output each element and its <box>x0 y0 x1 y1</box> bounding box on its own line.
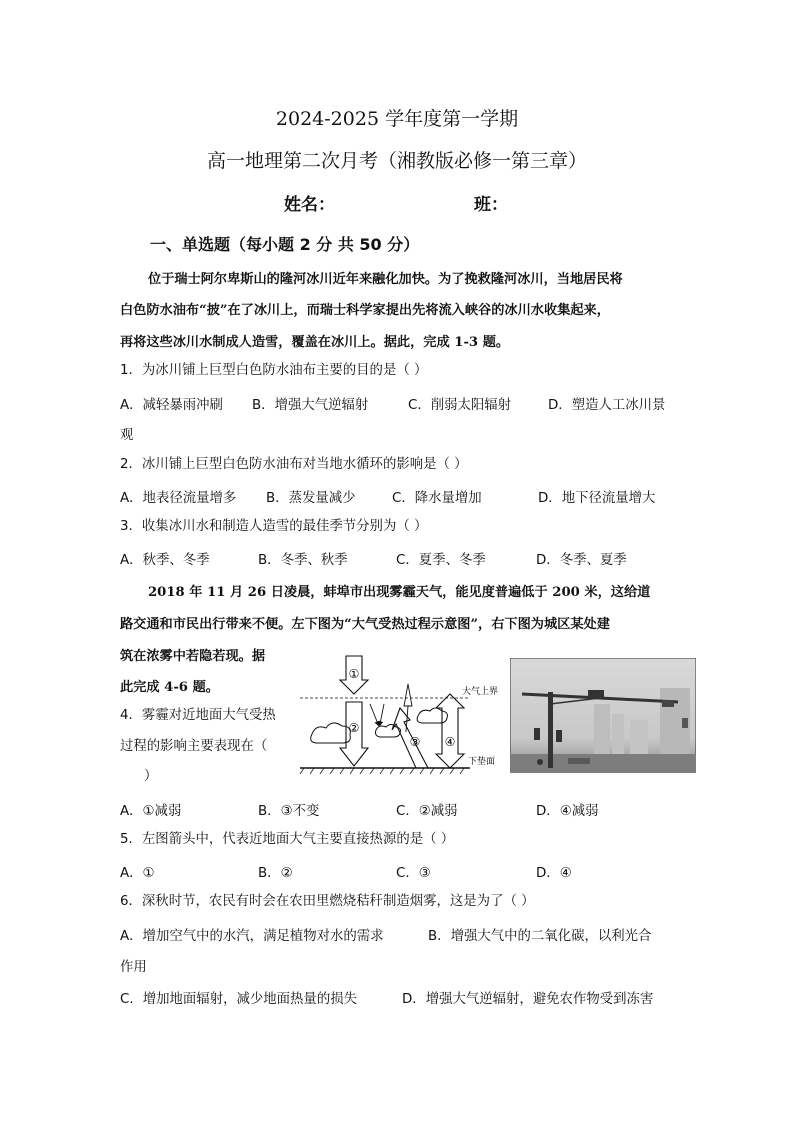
q1-option-d[interactable]: D．塑造人工冰川景 <box>548 398 666 413</box>
passage2-line: 路交通和市民出行带来不便。左下图为“大气受热过程示意图”，右下图为城区某处建 <box>120 617 610 632</box>
q4-option-c[interactable]: C．②减弱 <box>396 804 458 819</box>
student-info-row <box>0 190 794 216</box>
passage1-line: 白色防水油布“披”在了冰川上，而瑞士科学家提出先将流入峡谷的冰川水收集起来， <box>120 303 610 318</box>
passage2-line: 2018 年 11 月 26 日凌晨，蚌埠市出现雾霾天气，能见度普遍低于 200 米，这给道 <box>148 585 651 600</box>
q5-option-b[interactable]: B．② <box>258 866 293 881</box>
q5-option-a[interactable]: A．① <box>120 866 155 881</box>
q2-option-d[interactable]: D．地下径流量增大 <box>538 491 656 506</box>
ground-surface-label: 下垫面 <box>468 757 496 767</box>
question-6-stem: 6．深秋时节，农民有时会在农田里燃烧秸秆制造烟雾，这是为了（ ） <box>120 894 535 909</box>
passage1-line: 位于瑞士阿尔卑斯山的隆河冰川近年来融化加快。为了挽救隆河冰川，当地居民将 <box>148 272 623 287</box>
arrow4-label: ④ <box>444 735 456 749</box>
q3-option-c[interactable]: C．夏季、冬季 <box>396 553 486 568</box>
q2-option-b[interactable]: B．蒸发量减少 <box>266 491 356 506</box>
atmospheric-heating-diagram <box>298 650 504 778</box>
name-label: 姓名： <box>284 195 335 215</box>
question-4-stem: ） <box>144 769 158 784</box>
q6-option-b-continued: 作用 <box>120 960 147 975</box>
exam-subtitle: 高一地理第二次月考（湘教版必修一第三章） <box>206 150 587 172</box>
q3-option-d[interactable]: D．冬季、夏季 <box>536 553 627 568</box>
q3-option-a[interactable]: A．秋季、冬季 <box>120 553 210 568</box>
q6-option-b[interactable]: B．增强大气中的二氧化碳，以利光合 <box>428 929 652 944</box>
q1-option-b[interactable]: B．增强大气逆辐射 <box>252 398 369 413</box>
q2-option-a[interactable]: A．地表径流量增多 <box>120 491 237 506</box>
question-4-stem: 过程的影响主要表现在（ <box>120 739 268 754</box>
q4-option-d[interactable]: D．④减弱 <box>536 804 599 819</box>
arrow1-label: ① <box>348 667 360 681</box>
question-5-stem: 5．左图箭头中，代表近地面大气主要直接热源的是（ ） <box>120 832 455 847</box>
q6-option-d[interactable]: D．增强大气逆辐射，避免农作物受到冻害 <box>402 992 654 1007</box>
passage2-line: 筑在浓雾中若隐若现。据 <box>120 649 266 664</box>
question-4-stem: 4．雾霾对近地面大气受热 <box>120 708 276 723</box>
class-label: 班： <box>474 195 508 215</box>
q4-option-b[interactable]: B．③不变 <box>258 804 320 819</box>
q1-option-c[interactable]: C．削弱太阳辐射 <box>408 398 512 413</box>
section-heading: 一、单选题（每小题 2 分 共 50 分） <box>150 235 420 254</box>
question-3-stem: 3．收集冰川水和制造人造雪的最佳季节分别为（ ） <box>120 519 428 534</box>
q2-option-c[interactable]: C．降水量增加 <box>392 491 482 506</box>
q4-option-a[interactable]: A．①减弱 <box>120 804 182 819</box>
question-1-stem: 1．为冰川铺上巨型白色防水油布主要的目的是（ ） <box>120 363 428 378</box>
top-of-atmosphere-label: 大气上界 <box>462 687 499 697</box>
q3-option-b[interactable]: B．冬季、秋季 <box>258 553 348 568</box>
q1-option-d-continued: 观 <box>120 428 134 443</box>
q5-option-d[interactable]: D．④ <box>536 866 572 881</box>
arrow3-label: ③ <box>409 735 421 749</box>
q6-option-a[interactable]: A．增加空气中的水汽，满足植物对水的需求 <box>120 929 384 944</box>
foggy-city-photo <box>510 658 696 773</box>
arrow2-label: ② <box>348 721 360 735</box>
passage1-line: 再将这些冰川水制成人造雪，覆盖在冰川上。据此，完成 1-3 题。 <box>120 335 510 350</box>
q5-option-c[interactable]: C．③ <box>396 866 431 881</box>
exam-title: 2024-2025 学年度第一学期 <box>275 108 519 130</box>
question-2-stem: 2．冰川铺上巨型白色防水油布对当地水循环的影响是（ ） <box>120 457 468 472</box>
q6-option-c[interactable]: C．增加地面辐射，减少地面热量的损失 <box>120 992 357 1007</box>
passage2-line: 此完成 4-6 题。 <box>120 680 219 695</box>
q1-option-a[interactable]: A．减轻暴雨冲刷 <box>120 398 223 413</box>
